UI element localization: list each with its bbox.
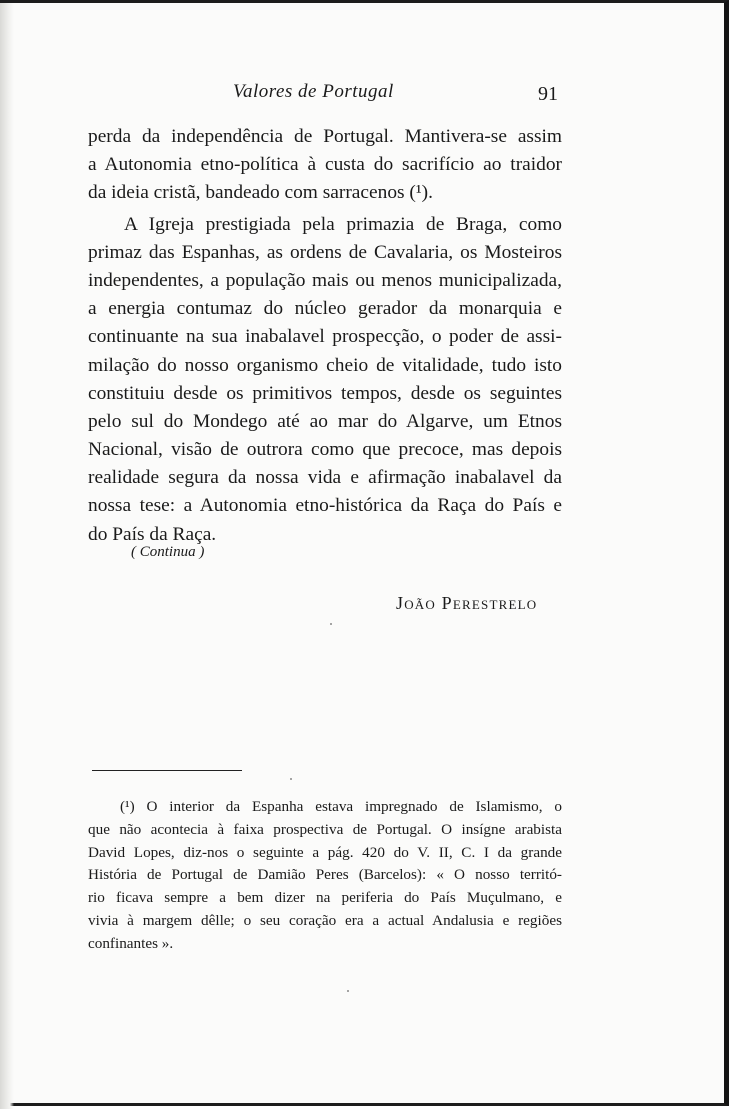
body-line: continuante na sua inabalavel prospecção, o poder de assi- — [88, 326, 562, 348]
body-line: constituiu desde os primitivos tempos, desde os seguintes — [88, 382, 562, 404]
continuation-note: ( Continua ) — [131, 544, 205, 560]
body-text — [88, 123, 562, 549]
print-speck — [347, 990, 349, 992]
body-line: perda da independência de Portugal. Mantivera-se assim — [88, 126, 562, 147]
body-line: independentes, a população mais ou menos municipalizada, — [88, 269, 562, 291]
body-line: nossa tese: a Autonomia etno-histórica da Raça do País e — [88, 495, 562, 517]
running-header — [88, 77, 560, 107]
footnote — [88, 796, 562, 956]
footnote-line: vivia à margem dêlle; o seu coração era a actual Andalusia e regiões — [88, 911, 562, 929]
body-line: A Igreja prestigiada pela primazia de Braga, como — [124, 213, 562, 235]
header-title: Valores de Portugal — [233, 81, 394, 102]
footnote-line: que não acontecia à faixa prospectiva de Portugal. O insígne arabista — [88, 820, 562, 838]
footnote-line: História de Portugal de Damião Peres (Barcelos): « O nosso territó- — [88, 866, 562, 884]
print-speck — [290, 778, 292, 780]
footnote-line: confinantes ». — [88, 934, 174, 952]
page-gutter-shadow — [0, 3, 14, 1109]
body-line: milação do nosso organismo cheio de vitalidade, tudo isto — [88, 354, 562, 376]
footnote-divider — [92, 770, 242, 771]
body-line: primaz das Espanhas, as ordens de Cavalaria, os Mosteiros — [88, 241, 562, 263]
body-line: realidade segura da nossa vida e afirmação inabalavel da — [88, 467, 562, 489]
footnote-line: rio ficava sempre a bem dizer na periferia do País Muçulmano, e — [88, 889, 562, 907]
body-line: a Autonomia etno-política à custa do sacrifício ao traidor — [88, 154, 562, 176]
page-number: 91 — [538, 83, 558, 105]
body-line: Nacional, visão de outrora como que precoce, mas depois — [88, 439, 562, 461]
body-line: pelo sul do Mondego até ao mar do Algarve, um Etnos — [88, 410, 562, 432]
print-speck — [330, 623, 332, 625]
footnote-line: (¹) O interior da Espanha estava impregnado de Islamismo, o — [120, 798, 562, 815]
body-line: da ideia cristã, bandeado com sarracenos (¹). — [88, 182, 433, 204]
author-signature: João Perestrelo — [396, 593, 538, 613]
body-line: a energia contumaz do núcleo gerador da monarquia e — [88, 298, 562, 320]
body-line: do País da Raça. — [88, 523, 217, 545]
footnote-line: David Lopes, diz-nos o seguinte a pág. 420 do V. II, C. I da grande — [88, 843, 562, 861]
